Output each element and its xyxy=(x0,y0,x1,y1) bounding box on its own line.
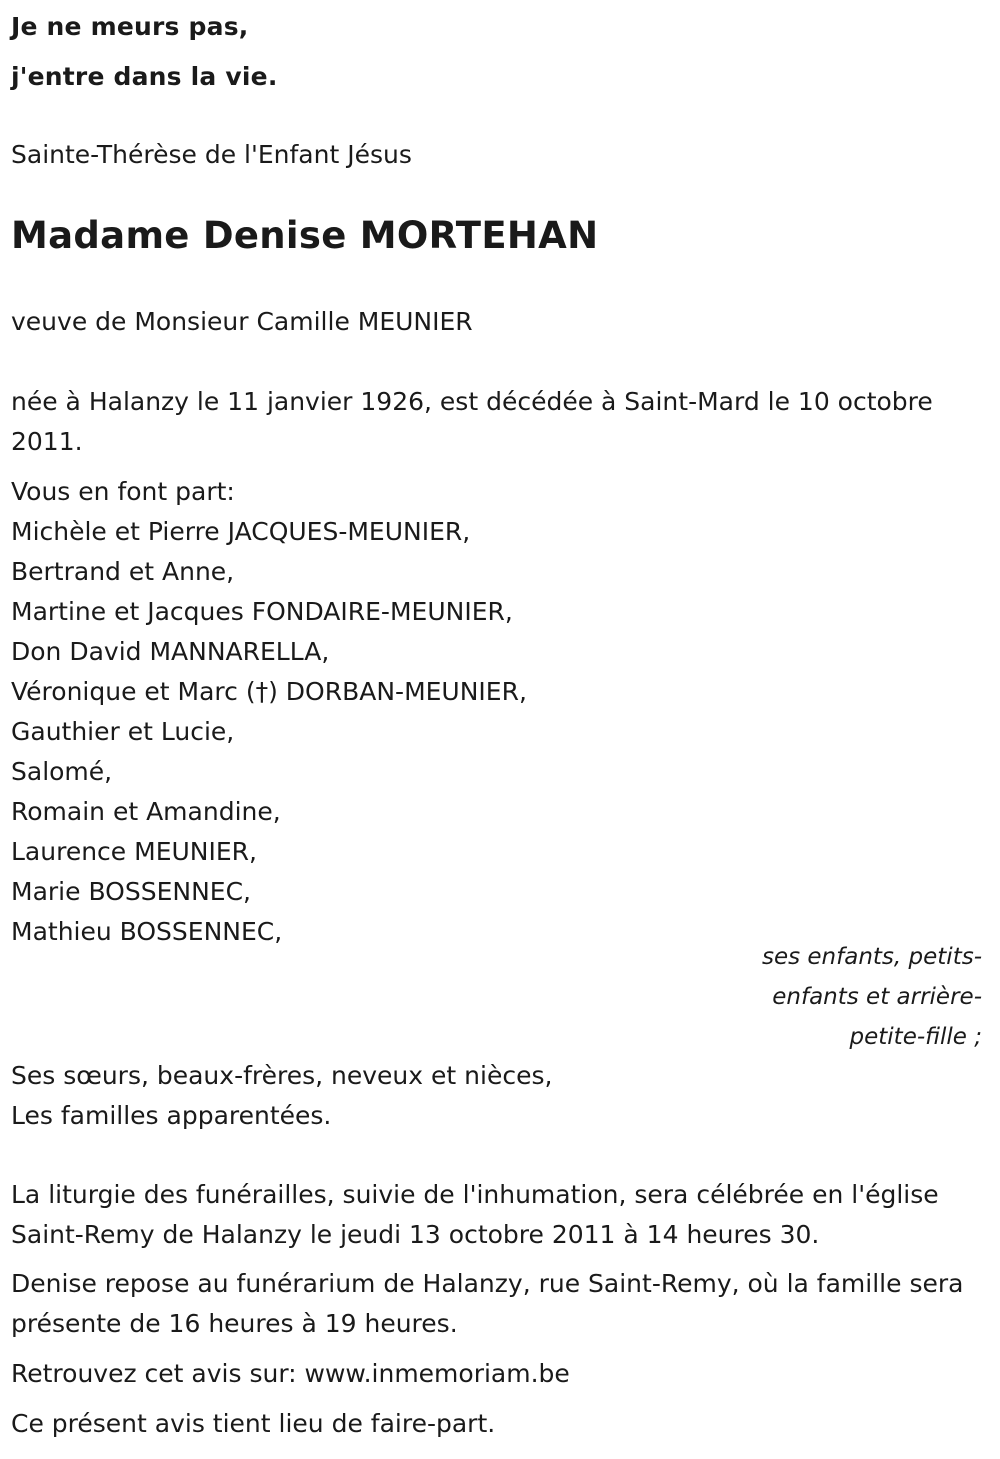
family-member: Marie BOSSENNEC, xyxy=(11,877,251,906)
family-list xyxy=(11,472,527,952)
birth-death-statement: née à Halanzy le 11 janvier 1926, est décédée à Saint-Mard le 10 octobre 2011. xyxy=(11,387,933,456)
other-relatives-line: Ses sœurs, beaux-frères, neveux et nièces, xyxy=(11,1061,553,1090)
quote-line-1: Je ne meurs pas, xyxy=(11,12,249,41)
obituary-notice xyxy=(11,0,991,1438)
other-relatives xyxy=(11,1056,552,1136)
family-member: Salomé, xyxy=(11,757,113,786)
family-member: Bertrand et Anne, xyxy=(11,557,235,586)
quote-line-2: j'entre dans la vie. xyxy=(11,62,278,91)
funeral-liturgy: La liturgie des funérailles, suivie de l'inhumation, sera célébrée en l'église Saint-Remy de Halanzy le jeudi 13 octobre 2011 à 14 heures 30. xyxy=(11,1180,939,1249)
funerarium-info: Denise repose au funérarium de Halanzy, rue Saint-Remy, où la famille sera présente de 16 heures à 19 heures. xyxy=(11,1269,964,1338)
family-relation xyxy=(682,937,982,1057)
widow-of: veuve de Monsieur Camille MEUNIER xyxy=(11,307,473,336)
website-reference: Retrouvez cet avis sur: www.inmemoriam.be xyxy=(11,1359,570,1388)
relation-line: petite-fille ; xyxy=(849,1024,982,1050)
family-member: Mathieu BOSSENNEC, xyxy=(11,917,283,946)
notice-statement: Ce présent avis tient lieu de faire-part. xyxy=(11,1409,496,1438)
family-member: Don David MANNARELLA, xyxy=(11,637,330,666)
family-member: Martine et Jacques FONDAIRE-MEUNIER, xyxy=(11,597,513,626)
relation-line: ses enfants, petits- xyxy=(761,944,982,970)
quote-attribution: Sainte-Thérèse de l'Enfant Jésus xyxy=(11,140,412,169)
opening-quote xyxy=(11,2,991,102)
family-member: Gauthier et Lucie, xyxy=(11,717,235,746)
family-intro: Vous en font part: xyxy=(11,477,235,506)
relation-line: enfants et arrière- xyxy=(772,984,982,1010)
deceased-name: Madame Denise MORTEHAN xyxy=(11,214,599,257)
other-relatives-line: Les familles apparentées. xyxy=(11,1101,332,1130)
family-member: Michèle et Pierre JACQUES-MEUNIER, xyxy=(11,517,471,546)
family-member: Véronique et Marc (†) DORBAN-MEUNIER, xyxy=(11,677,527,706)
family-member: Laurence MEUNIER, xyxy=(11,837,257,866)
family-member: Romain et Amandine, xyxy=(11,797,281,826)
